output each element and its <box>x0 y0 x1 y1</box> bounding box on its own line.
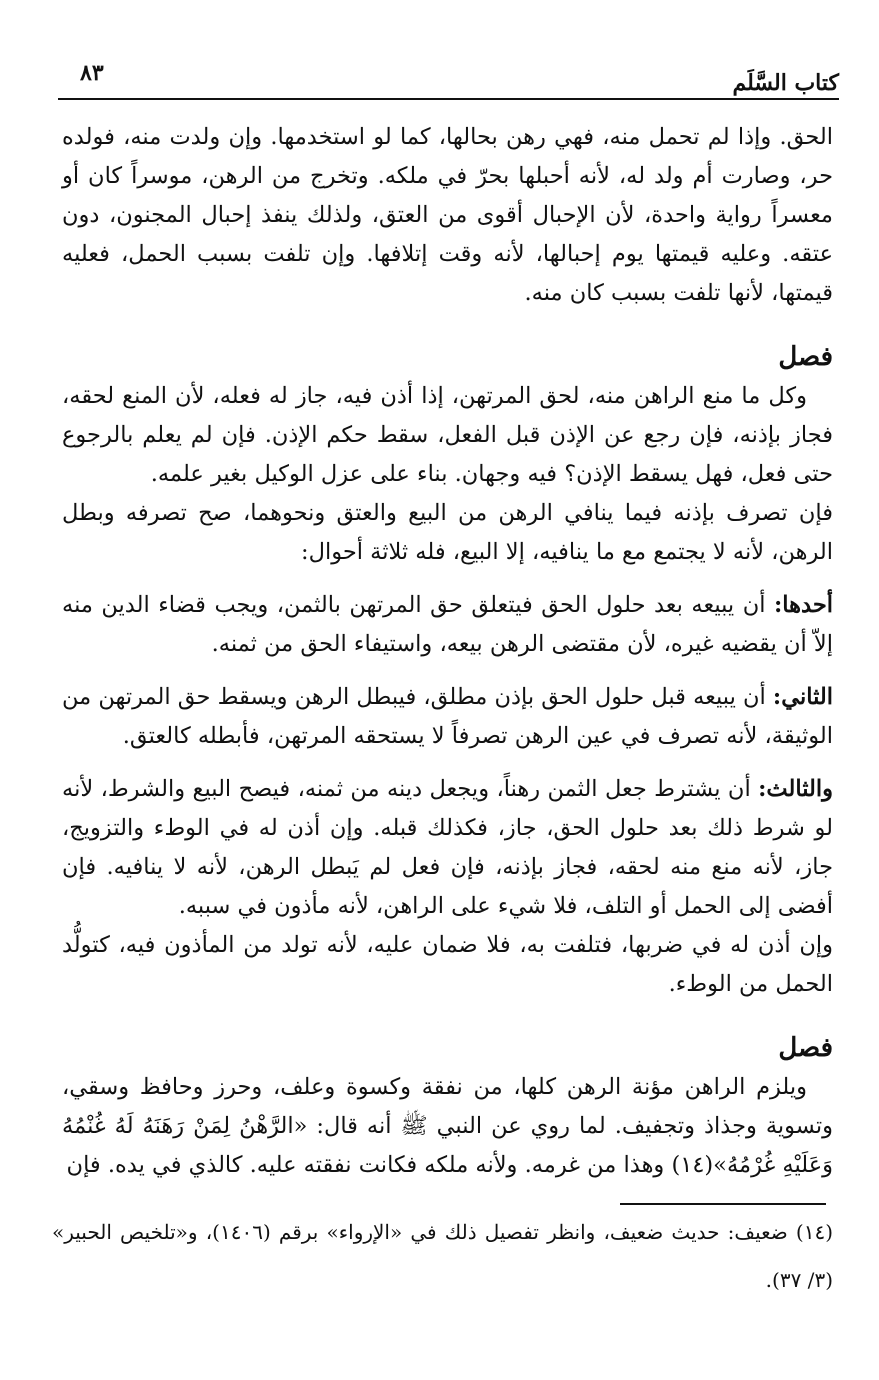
header-divider <box>58 98 839 100</box>
case-text: أن يشترط جعل الثمن رهناً، ويجعل دينه من ثمنه، فيصح البيع والشرط، لأنه لو شرط ذلك بعد حلول الحق، جاز، فكذلك قبله. وإن أذن له في الوطء والتزويج، جاز، لأنه منع منه لحقه، فجاز بإذنه، فإن فعل لم يَبطل الرهن، لأنه لا ينافيه. فإن أفضى إلى الحمل أو التلف، فلا شيء على الراهن، لأنه مأذون في سببه. <box>62 776 833 919</box>
case-paragraph <box>62 678 833 756</box>
paragraph: وإن أذن له في ضربها، فتلفت به، فلا ضمان عليه، لأنه تولد من المأذون فيه، كتولُّد الحمل من الوطء. <box>62 932 833 997</box>
case-paragraph <box>62 770 833 926</box>
case-text: أن يبيعه بعد حلول الحق فيتعلق حق المرتهن بالثمن، ويجب قضاء الدين منه إلاّ أن يقضيه غيره، لأن مقتضى الرهن بيعه، واستيفاء الحق من ثمنه. <box>62 592 833 657</box>
footnote-divider <box>620 1203 826 1205</box>
section-heading: فصل <box>778 342 833 372</box>
paragraph-continuation: الحق. وإذا لم تحمل منه، فهي رهن بحالها، كما لو استخدمها. وإن ولدت منه، فولده حر، وصارت أم ولد له، لأنه أحبلها بحرّ في ملكه. وتخرج من الرهن، موسراً كان أو معسراً رواية واحدة، لأن الإحبال أقوى من العتق، ولذلك ينفذ إحبال المجنون، دون عتقه. وعليه قيمتها يوم إحبالها، لأنه وقت إتلافها. وإن تلفت بسبب الحمل، فعليه قيمتها، لأنها تلفت بسبب كان منه. <box>62 124 833 306</box>
case-text: أن يبيعه قبل حلول الحق بإذن مطلق، فيبطل الرهن ويسقط حق المرتهن من الوثيقة، لأنه تصرف في عين الرهن تصرفاً لا يستحقه المرتهن، فأبطله كالعتق. <box>62 684 833 749</box>
case-term: أحدها: <box>774 592 833 618</box>
page-header <box>58 56 839 100</box>
main-text <box>62 118 833 1185</box>
section-heading: فصل <box>778 1033 833 1063</box>
paragraph: ويلزم الراهن مؤنة الرهن كلها، من نفقة وكسوة وعلف، وحرز وحافظ وسقي، وتسوية وجذاذ وتجفيف. لما روي عن النبي ﷺ أنه قال: «الرَّهْنُ لِمَنْ رَهَنَهُ لَهُ غُنْمُهُ وَعَلَيْهِ غُرْمُهُ»(١٤) وهذا من غرمه. ولأنه ملكه فكانت نفقته عليه. كالذي في يده. فإن <box>62 1074 833 1178</box>
paragraph: وكل ما منع الراهن منه، لحق المرتهن، إذا أذن فيه، جاز له فعله، لأن المنع لحقه، فجاز بإذنه، فإن رجع عن الإذن قبل الفعل، سقط حكم الإذن. فإن لم يعلم بالرجوع حتى فعل، فهل يسقط الإذن؟ فيه وجهان. بناء على عزل الوكيل بغير علمه. <box>62 383 833 487</box>
paragraph: فإن تصرف بإذنه فيما ينافي الرهن من البيع والعتق ونحوهما، صح تصرفه وبطل الرهن، لأنه لا يجتمع مع ما ينافيه، إلا البيع، فله ثلاثة أحوال: <box>62 500 833 565</box>
page-number: ٨٣ <box>80 60 104 86</box>
case-paragraph <box>62 586 833 664</box>
running-title: كتاب السَّلَم <box>732 70 839 96</box>
case-term: الثاني: <box>772 684 833 710</box>
case-term: والثالث: <box>758 776 833 802</box>
footnote: (١٤) ضعيف: حديث ضعيف، وانظر تفصيل ذلك في «الإرواء» برقم (١٤٠٦)، و«تلخيص الحبير» (٣/ ٣٧). <box>52 1220 833 1292</box>
